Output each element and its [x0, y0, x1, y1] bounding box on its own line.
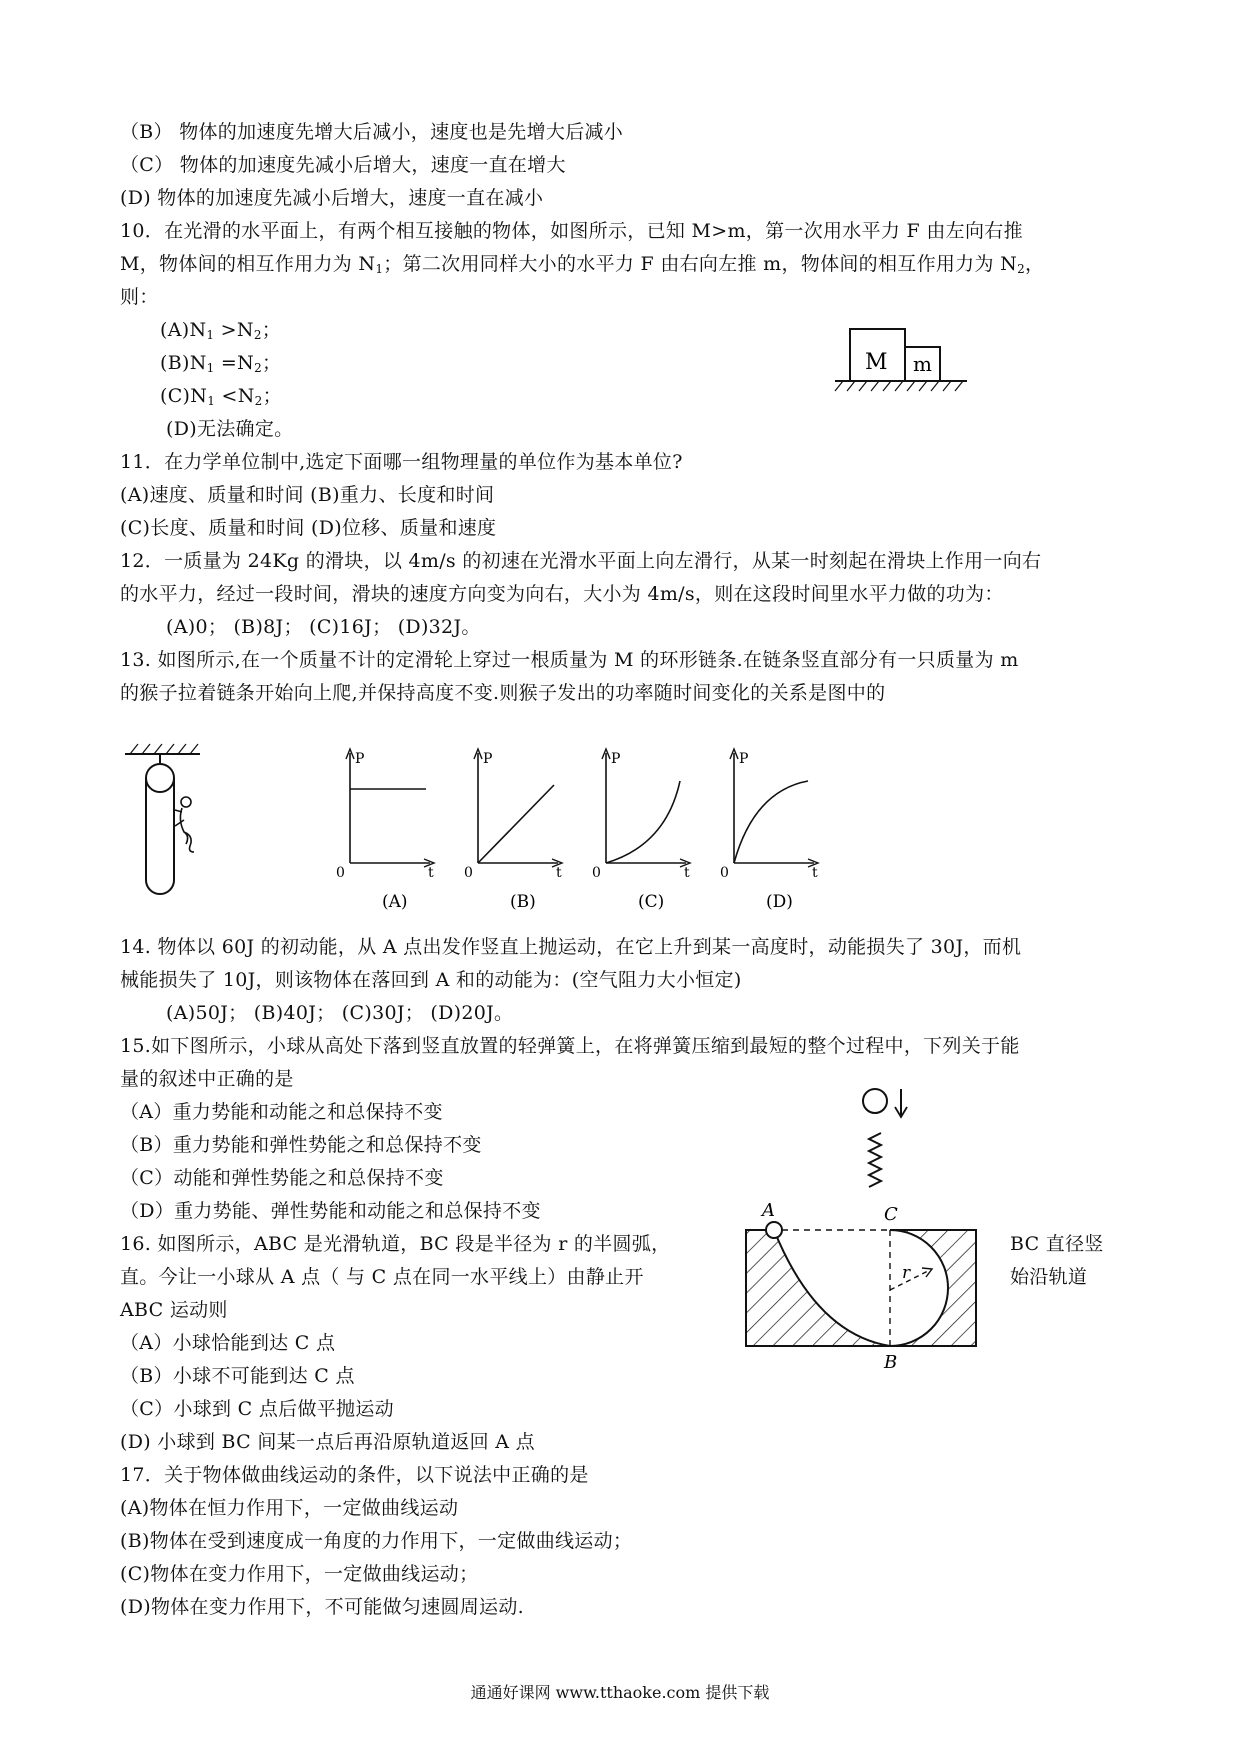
- q17-option-c: (C)物体在变力作用下，一定做曲线运动；: [120, 1563, 479, 1585]
- power-time-graphs: [330, 745, 850, 915]
- graph-d-label: (D): [766, 892, 793, 912]
- block-small-label: m: [913, 352, 932, 376]
- svg-text:0: 0: [464, 865, 473, 881]
- point-a-label: A: [762, 1200, 775, 1221]
- monkey: [175, 797, 194, 852]
- q16-stem-line3: ABC 运动则: [120, 1299, 228, 1321]
- graph-d-curve: [734, 781, 808, 863]
- q16-stem-line1: 16. 如图所示，ABC 是光滑轨道，BC 段是半径为 r 的半圆弧，: [120, 1233, 671, 1255]
- q9-option-d: (D) 物体的加速度先减小后增大，速度一直在减小: [120, 187, 544, 209]
- graph-c: [592, 749, 690, 912]
- q10-stem-line1: 10．在光滑的水平面上，有两个相互接触的物体，如图所示，已知 M>m，第一次用水平力 F 由左向右推: [120, 220, 1023, 242]
- ball-spring-figure: [855, 1085, 925, 1205]
- q17-option-d: (D)物体在变力作用下，不可能做匀速圆周运动.: [120, 1596, 524, 1618]
- svg-text:t: t: [428, 865, 434, 881]
- graph-a-label: (A): [382, 892, 408, 912]
- svg-text:0: 0: [592, 865, 601, 881]
- q16-stem-line1-right: BC 直径竖: [1010, 1233, 1104, 1255]
- chain-loop: [146, 778, 174, 894]
- graph-d: [720, 749, 818, 912]
- q16-stem-line2: 直。今让一小球从 A 点（ 与 C 点在同一水平线上）由静止开: [120, 1266, 644, 1288]
- q10-option-d: (D)无法确定。: [166, 418, 294, 440]
- q12-options: (A)0； (B)8J； (C)16J； (D)32J。: [166, 616, 481, 638]
- svg-text:t: t: [812, 865, 818, 881]
- q16-stem-line2-right: 始沿轨道: [1010, 1266, 1088, 1288]
- q10-stem-line2: M，物体间的相互作用力为 $N_1$；第二次用同样大小的水平力 F 由右向左推 m，物体间的相互作用力为 $N_2$，: [120, 253, 1045, 276]
- q9-option-c: （C） 物体的加速度先减小后增大，速度一直在增大: [120, 154, 566, 176]
- track-abc-figure: [740, 1200, 1000, 1380]
- q16-option-c: （C）小球到 C 点后做平抛运动: [120, 1398, 394, 1420]
- graph-a: [336, 749, 434, 912]
- page-footer: 通通好课网 www.tthaoke.com 提供下载: [470, 1683, 770, 1702]
- pulley-monkey-figure: [120, 740, 210, 900]
- q12-stem-line1: 12．一质量为 24Kg 的滑块，以 4m/s 的初速在光滑水平面上向左滑行，从某一时刻起在滑块上作用一向右: [120, 550, 1042, 572]
- pulley-wheel: [146, 764, 174, 792]
- q11-options-cd: (C)长度、质量和时间 (D)位移、质量和速度: [120, 517, 497, 539]
- point-c-label: C: [884, 1204, 898, 1225]
- graph-b-label: (B): [510, 892, 536, 912]
- q10-blocks-figure: [835, 325, 975, 395]
- q12-stem-line2: 的水平力，经过一段时间，滑块的速度方向变为向右，大小为 4m/s，则在这段时间里水平力做的功为：: [120, 583, 1004, 605]
- svg-text:0: 0: [336, 865, 345, 881]
- q17-option-b: (B)物体在受到速度成一角度的力作用下，一定做曲线运动；: [120, 1530, 633, 1552]
- q16-option-a: （A）小球恰能到达 C 点: [120, 1332, 336, 1354]
- track-ball: [766, 1222, 782, 1238]
- q16-option-d: (D) 小球到 BC 间某一点后再沿原轨道返回 A 点: [120, 1431, 535, 1453]
- q15-option-c: （C）动能和弹性势能之和总保持不变: [120, 1167, 444, 1189]
- q9-option-b: （B） 物体的加速度先增大后减小，速度也是先增大后减小: [120, 121, 624, 143]
- q11-options-ab: (A)速度、质量和时间 (B)重力、长度和时间: [120, 484, 495, 506]
- q15-stem-line1: 15.如下图所示，小球从高处下落到竖直放置的轻弹簧上，在将弹簧压缩到最短的整个过程中，下列关于能: [120, 1035, 1020, 1057]
- radius-label: r: [902, 1263, 911, 1283]
- q15-option-b: （B）重力势能和弹性势能之和总保持不变: [120, 1134, 482, 1156]
- q10-option-c: $(C)N_1 <N_2$；: [160, 385, 282, 408]
- q17-stem: 17．关于物体做曲线运动的条件，以下说法中正确的是: [120, 1464, 589, 1486]
- graph-b: [464, 749, 562, 912]
- svg-text:P: P: [739, 751, 749, 767]
- q10-stem-line3: 则：: [120, 286, 159, 308]
- q17-option-a: (A)物体在恒力作用下，一定做曲线运动: [120, 1497, 459, 1519]
- svg-text:t: t: [556, 865, 562, 881]
- svg-text:P: P: [355, 751, 365, 767]
- q14-stem-line2: 械能损失了 10J，则该物体在落回到 A 和的动能为：(空气阻力大小恒定): [120, 969, 742, 991]
- graph-c-curve: [606, 781, 680, 863]
- graph-c-label: (C): [638, 892, 665, 912]
- q13-stem-line1: 13. 如图所示,在一个质量不计的定滑轮上穿过一根质量为 M 的环形链条.在链条竖直部分有一只质量为 m: [120, 649, 1019, 671]
- q14-options: (A)50J； (B)40J； (C)30J； (D)20J。: [166, 1002, 514, 1024]
- q15-stem-line2: 量的叙述中正确的是: [120, 1068, 294, 1090]
- q10-option-a: $(A)N_1 >N_2$；: [160, 319, 282, 342]
- point-b-label: B: [884, 1352, 898, 1373]
- svg-text:P: P: [483, 751, 493, 767]
- q15-option-a: （A）重力势能和动能之和总保持不变: [120, 1101, 443, 1123]
- falling-ball: [863, 1089, 887, 1113]
- q13-stem-line2: 的猴子拉着链条开始向上爬,并保持高度不变.则猴子发出的功率随时间变化的关系是图中的: [120, 682, 886, 704]
- block-big-label: M: [865, 350, 888, 375]
- q11-stem: 11．在力学单位制中,选定下面哪一组物理量的单位作为基本单位?: [120, 451, 683, 473]
- q14-stem-line1: 14. 物体以 60J 的初动能，从 A 点出发作竖直上抛运动，在它上升到某一高度时，动能损失了 30J，而机: [120, 936, 1022, 958]
- svg-text:0: 0: [720, 865, 729, 881]
- q16-option-b: （B）小球不可能到达 C 点: [120, 1365, 355, 1387]
- q15-option-d: （D）重力势能、弹性势能和动能之和总保持不变: [120, 1200, 541, 1222]
- svg-text:P: P: [611, 751, 621, 767]
- graph-b-curve: [478, 785, 554, 863]
- svg-text:t: t: [684, 865, 690, 881]
- q10-option-b: $(B)N_1 =N_2$；: [160, 352, 282, 375]
- spring: [869, 1133, 881, 1187]
